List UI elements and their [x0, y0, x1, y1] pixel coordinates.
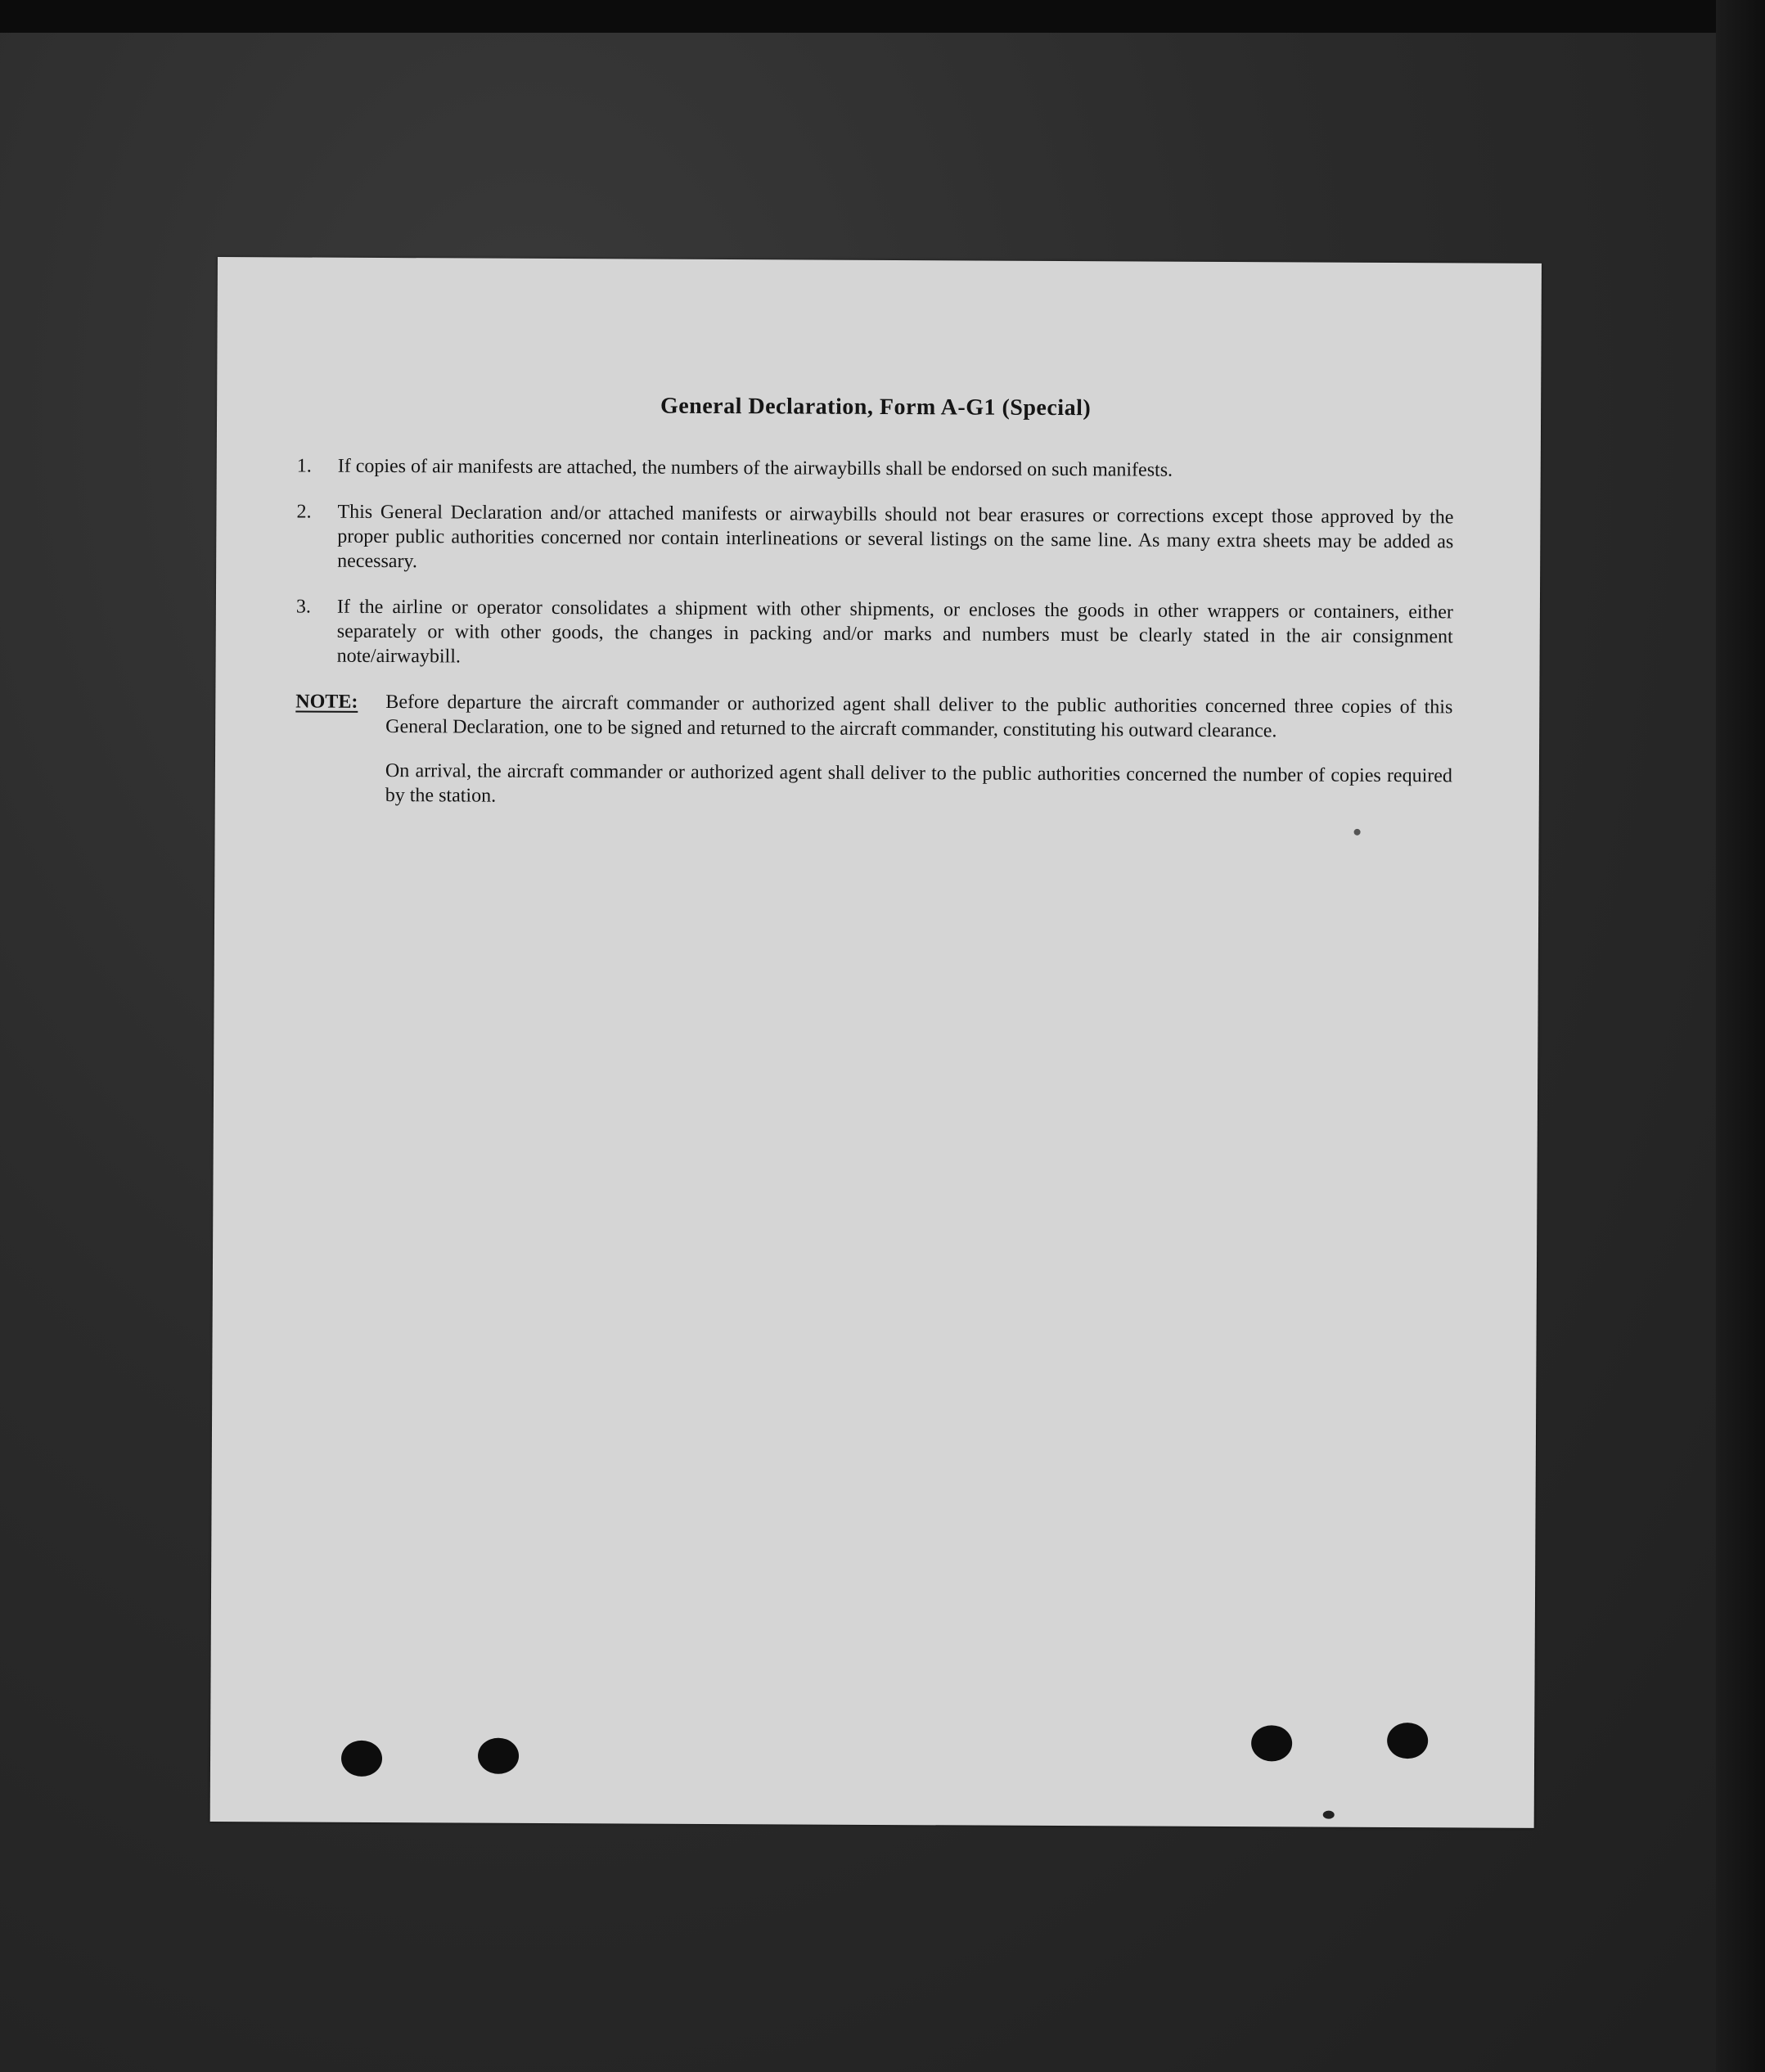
punch-hole-icon [1387, 1723, 1428, 1759]
document-page [210, 257, 1542, 1828]
instruction-item-2 [296, 499, 1453, 579]
item-text: If the airline or operator consolidates a shipment with other shipments, or encloses the goods in other wrappers or containers, either separately or with other goods, the changes in packing and/or marks and numbers must be clearly stated in the air consignment note/airwaybill. [336, 596, 1453, 668]
instruction-item-1 [297, 453, 1454, 484]
note-section [295, 689, 1453, 832]
dust-speck-icon [1354, 829, 1361, 836]
note-body [385, 690, 1453, 832]
note-label: NOTE: [295, 691, 358, 713]
dust-speck-icon [1323, 1811, 1335, 1819]
item-number: 1. [296, 455, 312, 477]
scan-right-edge [1716, 0, 1765, 2072]
instruction-item-3 [296, 594, 1453, 673]
note-paragraph-arrival: On arrival, the aircraft commander or authorized agent shall deliver to the public authorities concerned the number of copies required by the station. [385, 760, 1452, 807]
document-content [295, 391, 1455, 832]
item-number: 2. [296, 501, 312, 523]
document-title: General Declaration, Form A-G1 (Special) [660, 393, 1092, 421]
punch-hole-icon [478, 1738, 519, 1774]
punch-hole-icon [341, 1741, 382, 1777]
note-paragraph-departure: Before departure the aircraft commander or authorized agent shall deliver to the public authorities concerned three copies of this General Declaration, one to be signed and returned to the aircraft commander, constituting his outward clearance. [385, 691, 1453, 742]
item-text: This General Declaration and/or attached manifests or airwaybills should not bear erasures or corrections except those approved by the proper public authorities concerned nor contain interlineations or several listings on the same line. As many extra sheets may be added as necessary. [337, 501, 1454, 573]
item-text: If copies of air manifests are attached, the numbers of the airwaybills shall be endorsed on such manifests. [337, 455, 1173, 481]
item-number: 3. [295, 596, 311, 618]
scan-top-edge [0, 0, 1765, 33]
punch-hole-icon [1251, 1725, 1292, 1761]
